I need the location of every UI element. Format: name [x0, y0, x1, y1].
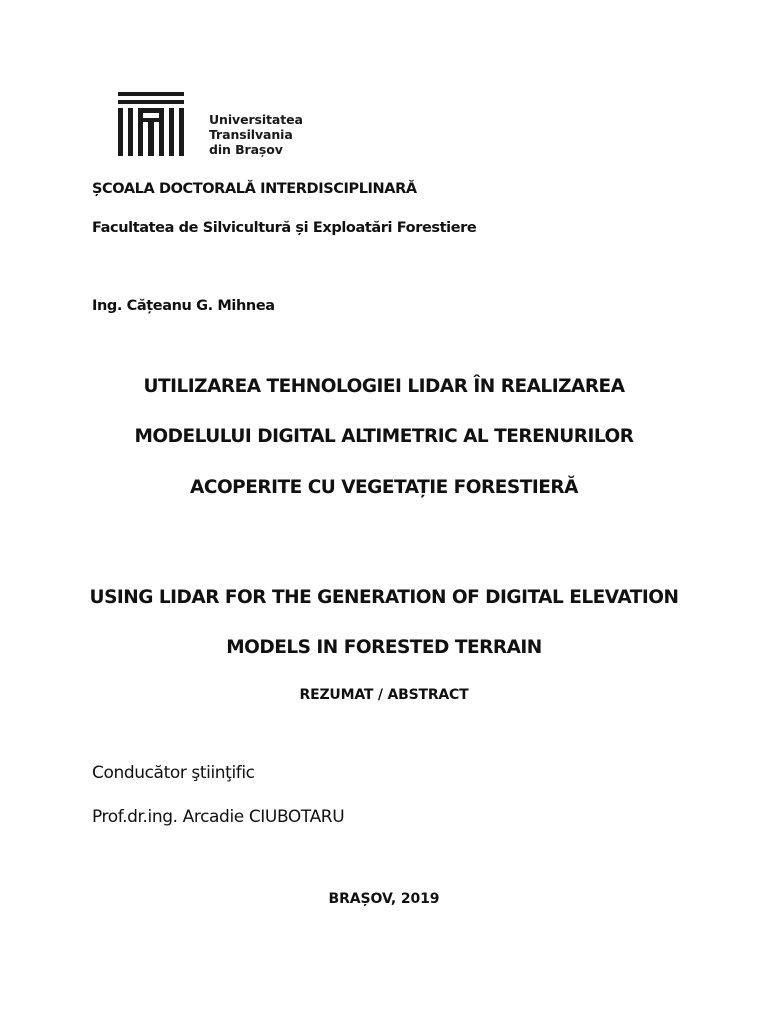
title-ro-line-1: UTILIZAREA TEHNOLOGIEI LIDAR ÎN REALIZAREA	[143, 376, 625, 397]
university-name-line-2: Transilvania	[209, 127, 293, 142]
faculty-name: Facultatea de Silvicultură și Exploatări Forestiere	[92, 220, 477, 236]
supervisor-name: Prof.dr.ing. Arcadie CIUBOTARU	[92, 807, 345, 827]
title-en-line-1: USING LIDAR FOR THE GENERATION OF DIGITAL ELEVATION	[89, 587, 679, 608]
university-name	[209, 112, 303, 157]
university-name-line-3: din Brașov	[209, 142, 283, 157]
title-ro-line-3: ACOPERITE CU VEGETAȚIE FORESTIERĂ	[190, 477, 578, 498]
place-year: BRAȘOV, 2019	[328, 891, 440, 907]
university-logo-icon	[118, 92, 184, 156]
document-type: REZUMAT / ABSTRACT	[299, 687, 469, 703]
title-en-line-2: MODELS IN FORESTED TERRAIN	[226, 637, 542, 658]
author-name: Ing. Cățeanu G. Mihnea	[92, 298, 275, 314]
doctoral-school: ȘCOALA DOCTORALĂ INTERDISCIPLINARĂ	[92, 181, 417, 197]
title-ro-line-2: MODELULUI DIGITAL ALTIMETRIC AL TERENURILOR	[134, 426, 634, 447]
supervisor-label: Conducător ştiinţific	[92, 763, 255, 783]
university-name-line-1: Universitatea	[209, 112, 303, 127]
